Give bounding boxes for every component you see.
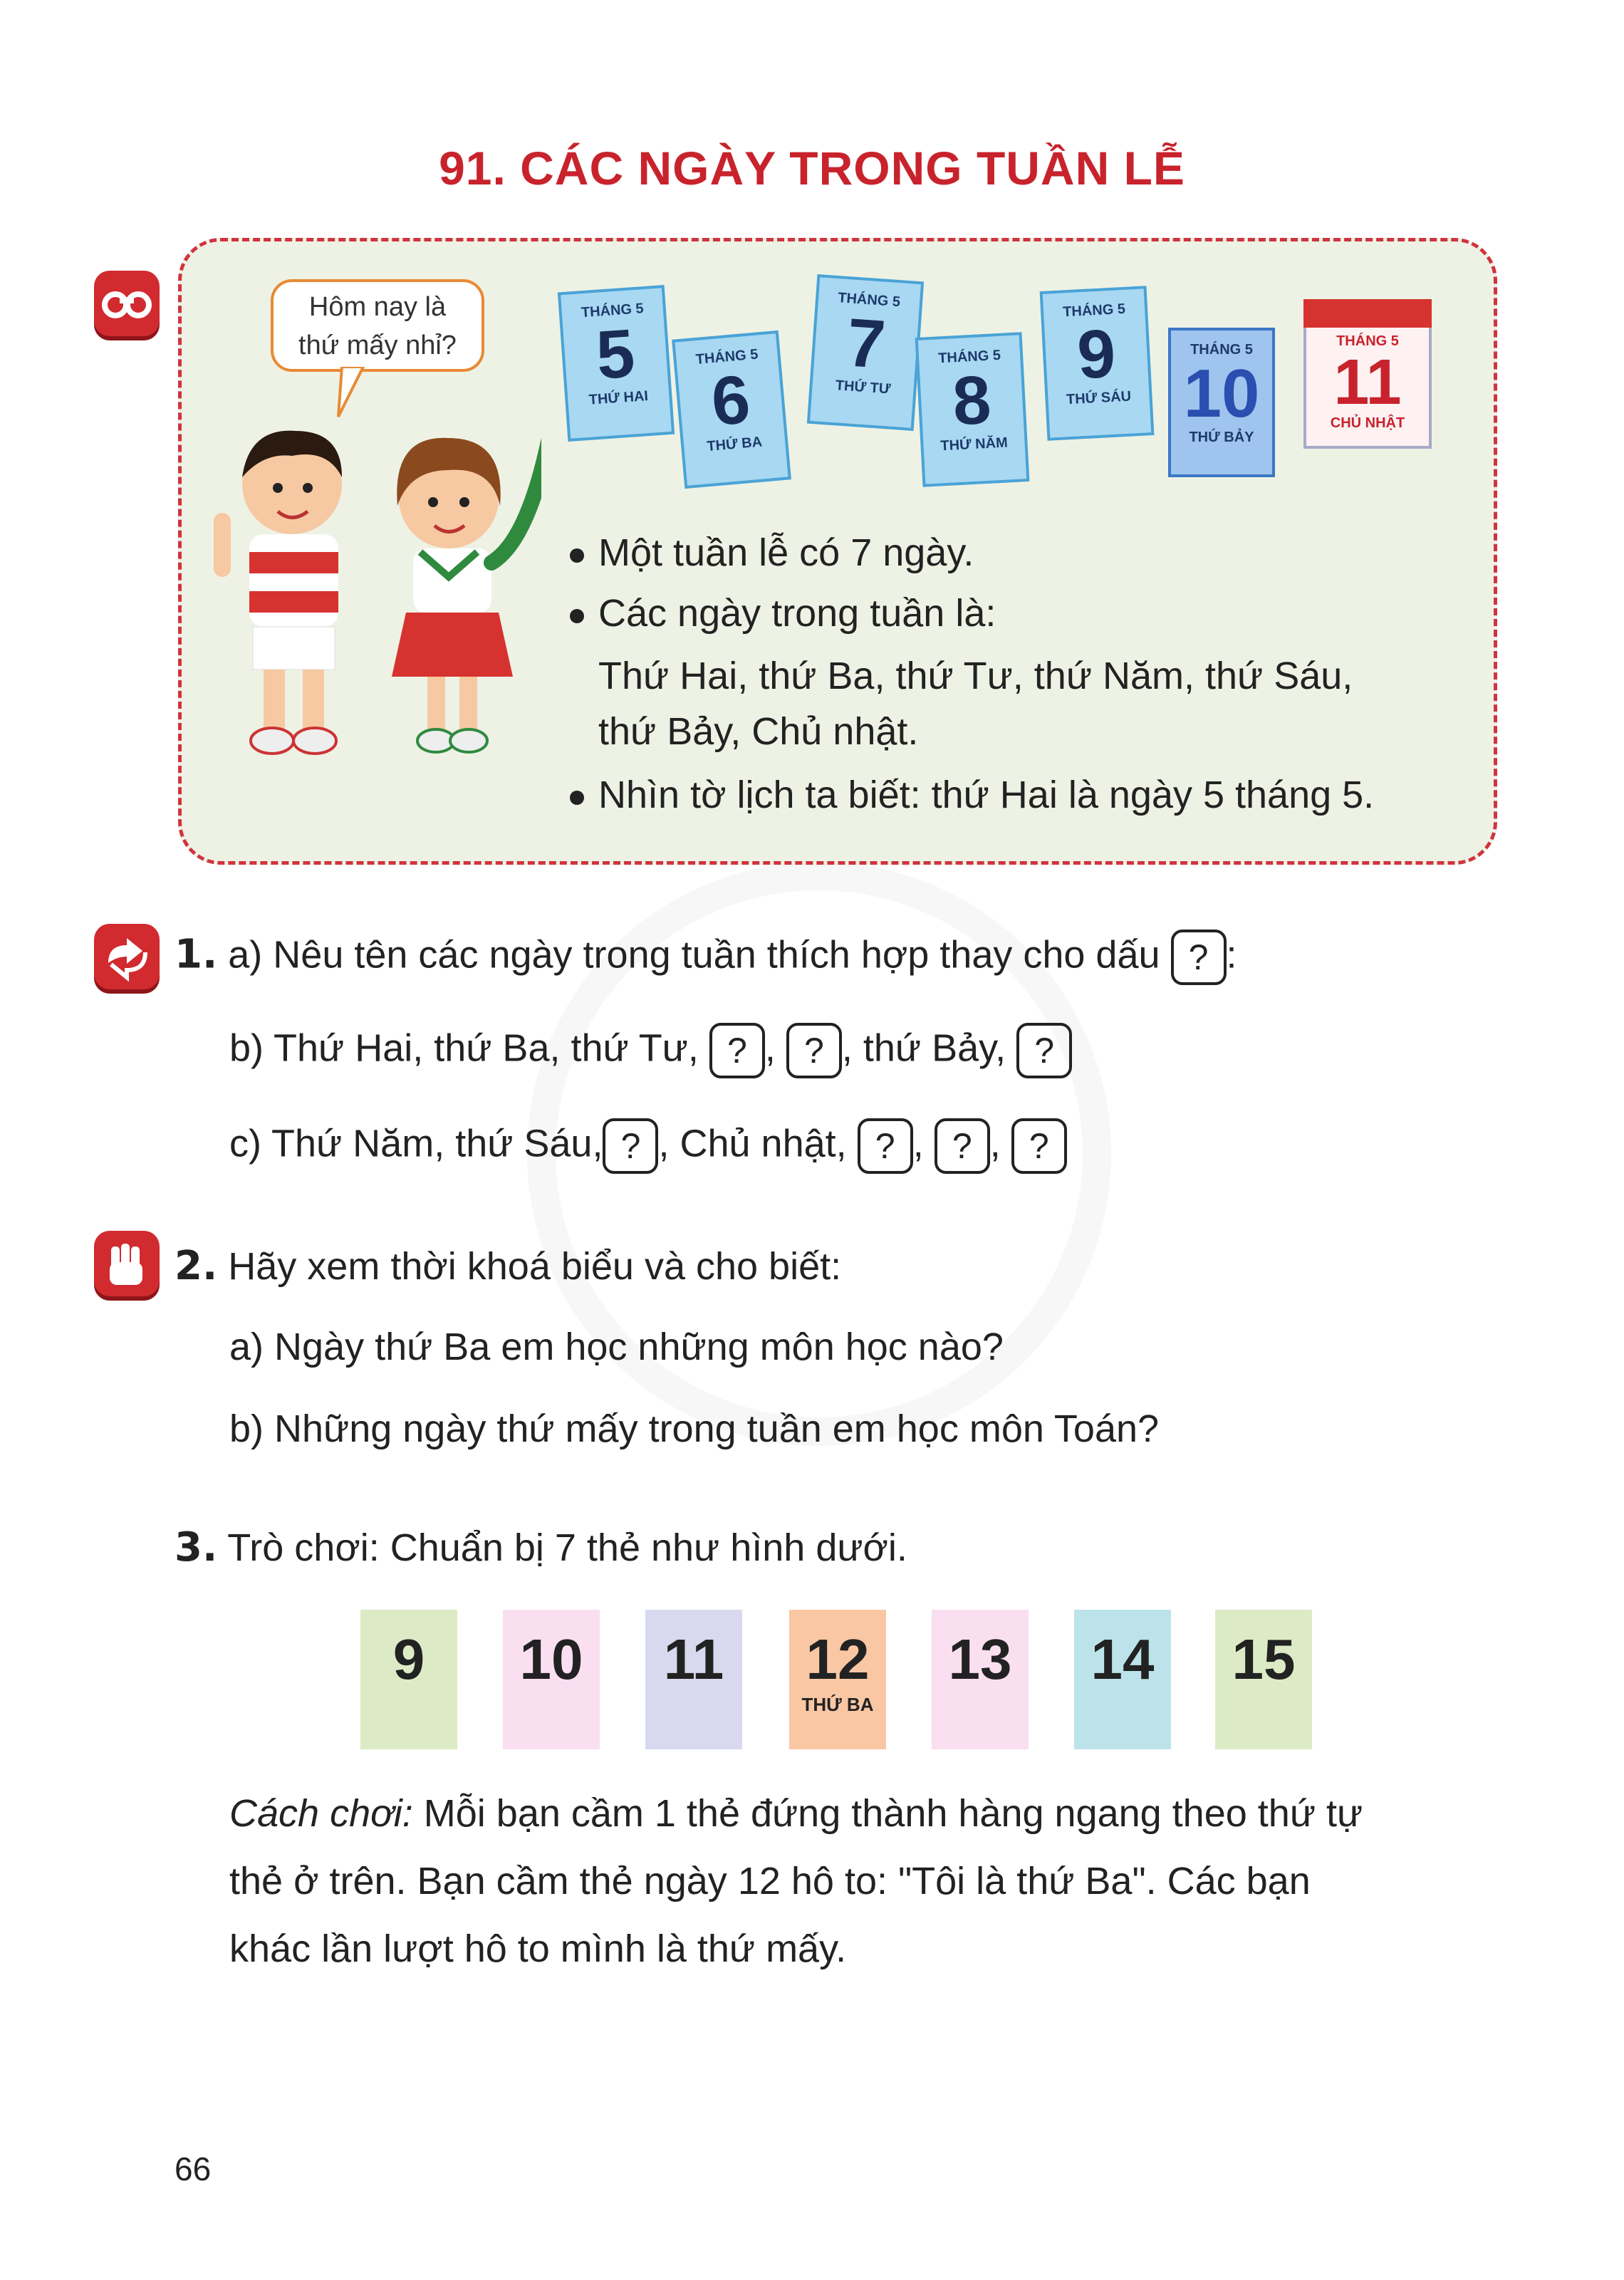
calendar-month: THÁNG 5 — [837, 290, 901, 311]
comma: , — [912, 1122, 924, 1165]
card-15 — [1215, 1610, 1312, 1749]
fact-2-line-3: thứ Bảy, Chủ nhật. — [598, 710, 919, 753]
card-number: 14 — [1091, 1628, 1155, 1691]
calendar-day: 11 — [1333, 347, 1402, 418]
question-box[interactable]: ? — [1016, 1023, 1072, 1078]
comma: , — [764, 1026, 776, 1070]
calendar-day: 8 — [950, 361, 993, 440]
calendar-day: 6 — [708, 360, 754, 441]
calendar-day-10 — [1168, 328, 1275, 477]
q1-number: 1. — [175, 931, 218, 978]
question-box[interactable]: ? — [603, 1118, 658, 1174]
card-number: 11 — [663, 1628, 724, 1691]
question-box[interactable]: ? — [786, 1023, 842, 1078]
calendar-day: 5 — [593, 315, 637, 394]
calendar-weekday: THỨ HAI — [588, 388, 649, 408]
calendar-day-8 — [915, 332, 1030, 487]
q3-text: Trò chơi: Chuẩn bị 7 thẻ như hình dưới. — [227, 1526, 907, 1569]
card-9 — [360, 1610, 457, 1749]
q1-b-mid-text: , thứ Bảy, — [841, 1026, 1006, 1070]
calendar-month: THÁNG 5 — [1062, 301, 1126, 321]
calendar-day-9 — [1040, 286, 1155, 441]
calendar-day: 10 — [1183, 355, 1260, 432]
how-to-play-line-1 — [229, 1791, 1363, 1836]
fact-3-text: Nhìn tờ lịch ta biết: thứ Hai là ngày 5 tháng 5. — [598, 774, 1375, 816]
calendar-day-6 — [672, 330, 791, 489]
q3-title — [175, 1524, 907, 1571]
calendar-header-bar — [1303, 299, 1432, 328]
q2-text: Hãy xem thời khoá biểu và cho biết: — [228, 1245, 842, 1288]
card-number: 10 — [519, 1628, 583, 1691]
bullet-dot — [570, 791, 584, 805]
how-to-play-text-1: Mỗi bạn cầm 1 thẻ đứng thành hàng ngang theo thứ tự — [423, 1792, 1363, 1835]
page-title: 91. CÁC NGÀY TRONG TUẦN LỄ — [439, 142, 1185, 194]
how-to-play-line-3: khác lần lượt hô to mình là thứ mấy. — [229, 1927, 847, 1970]
calendar-weekday: THỨ SÁU — [1066, 388, 1132, 408]
q1-b-text: b) Thứ Hai, thứ Ba, thứ Tư, — [229, 1026, 699, 1070]
calendar-weekday: THỨ NĂM — [939, 434, 1009, 454]
q1-line-c — [229, 1118, 1067, 1174]
q3-number: 3. — [175, 1524, 218, 1571]
calendar-month: THÁNG 5 — [694, 346, 759, 368]
fact-1-text: Một tuần lễ có 7 ngày. — [598, 531, 974, 574]
q1-a-colon: : — [1226, 933, 1237, 977]
card-number: 13 — [948, 1628, 1012, 1691]
page-number: 66 — [175, 2150, 212, 2187]
card-number: 12 — [806, 1628, 870, 1691]
question-box[interactable]: ? — [1171, 930, 1227, 985]
card-number: 15 — [1232, 1628, 1296, 1691]
calendar-month: THÁNG 5 — [937, 347, 1001, 367]
q1-c-mid-text: , Chủ nhật, — [658, 1122, 847, 1165]
fact-3 — [570, 773, 1374, 817]
calendar-day-11 — [1303, 299, 1432, 449]
calendar-day: 7 — [844, 304, 888, 383]
card-14 — [1074, 1610, 1171, 1749]
practice-icon — [94, 924, 160, 989]
q1-c-text: c) Thứ Năm, thứ Sáu, — [229, 1122, 603, 1165]
q1-line-b — [229, 1023, 1072, 1078]
q2-a: a) Ngày thứ Ba em học những môn học nào? — [229, 1326, 1004, 1368]
comma: , — [989, 1122, 1001, 1165]
fist-icon — [94, 1231, 160, 1296]
speech-line-2: thứ mấy nhỉ? — [298, 330, 457, 360]
question-box[interactable]: ? — [709, 1023, 765, 1078]
fact-1 — [570, 531, 974, 575]
calendar-month: THÁNG 5 — [1336, 333, 1399, 349]
question-box[interactable]: ? — [858, 1118, 913, 1174]
calendar-day: 9 — [1075, 315, 1118, 394]
calendar-month: THÁNG 5 — [581, 301, 645, 321]
how-to-play-label: Cách chơi: — [229, 1792, 413, 1835]
calendar-month: THÁNG 5 — [1190, 342, 1253, 358]
q1-line-a — [175, 930, 1237, 985]
question-box[interactable]: ? — [935, 1118, 990, 1174]
calendar-weekday: THỨ TƯ — [835, 378, 892, 397]
card-13 — [932, 1610, 1029, 1749]
card-10 — [503, 1610, 600, 1749]
q1-a-text: a) Nêu tên các ngày trong tuần thích hợp thay cho dấu — [228, 933, 1160, 977]
question-box[interactable]: ? — [1011, 1118, 1067, 1174]
speech-line-1: Hôm nay là — [308, 292, 447, 322]
calendar-day-5 — [558, 285, 675, 442]
how-to-play-line-2: thẻ ở trên. Bạn cầm thẻ ngày 12 hô to: "Tôi là thứ Ba". Các bạn — [229, 1860, 1311, 1902]
card-11 — [645, 1610, 742, 1749]
q2-b: b) Những ngày thứ mấy trong tuần em học môn Toán? — [229, 1407, 1160, 1450]
card-number: 9 — [392, 1628, 425, 1691]
calendar-weekday: CHỦ NHẬT — [1330, 415, 1405, 431]
children-illustration — [207, 399, 541, 762]
calendar-day-7 — [807, 274, 924, 431]
binoculars-icon — [94, 271, 160, 336]
fact-2-line-2: Thứ Hai, thứ Ba, thứ Tư, thứ Năm, thứ Sáu, — [598, 655, 1353, 697]
calendar-weekday: THỨ BẢY — [1189, 430, 1254, 445]
card-label: THỨ BA — [801, 1694, 874, 1715]
fact-2 — [570, 591, 996, 635]
bullet-dot — [570, 609, 584, 623]
speech-bubble — [271, 279, 484, 372]
card-12 — [789, 1610, 886, 1749]
q2-title — [175, 1243, 841, 1289]
calendar-weekday: THỨ BA — [706, 434, 763, 455]
fact-2-text: Các ngày trong tuần là: — [598, 592, 996, 635]
bullet-dot — [570, 548, 584, 563]
q2-number: 2. — [175, 1243, 218, 1289]
